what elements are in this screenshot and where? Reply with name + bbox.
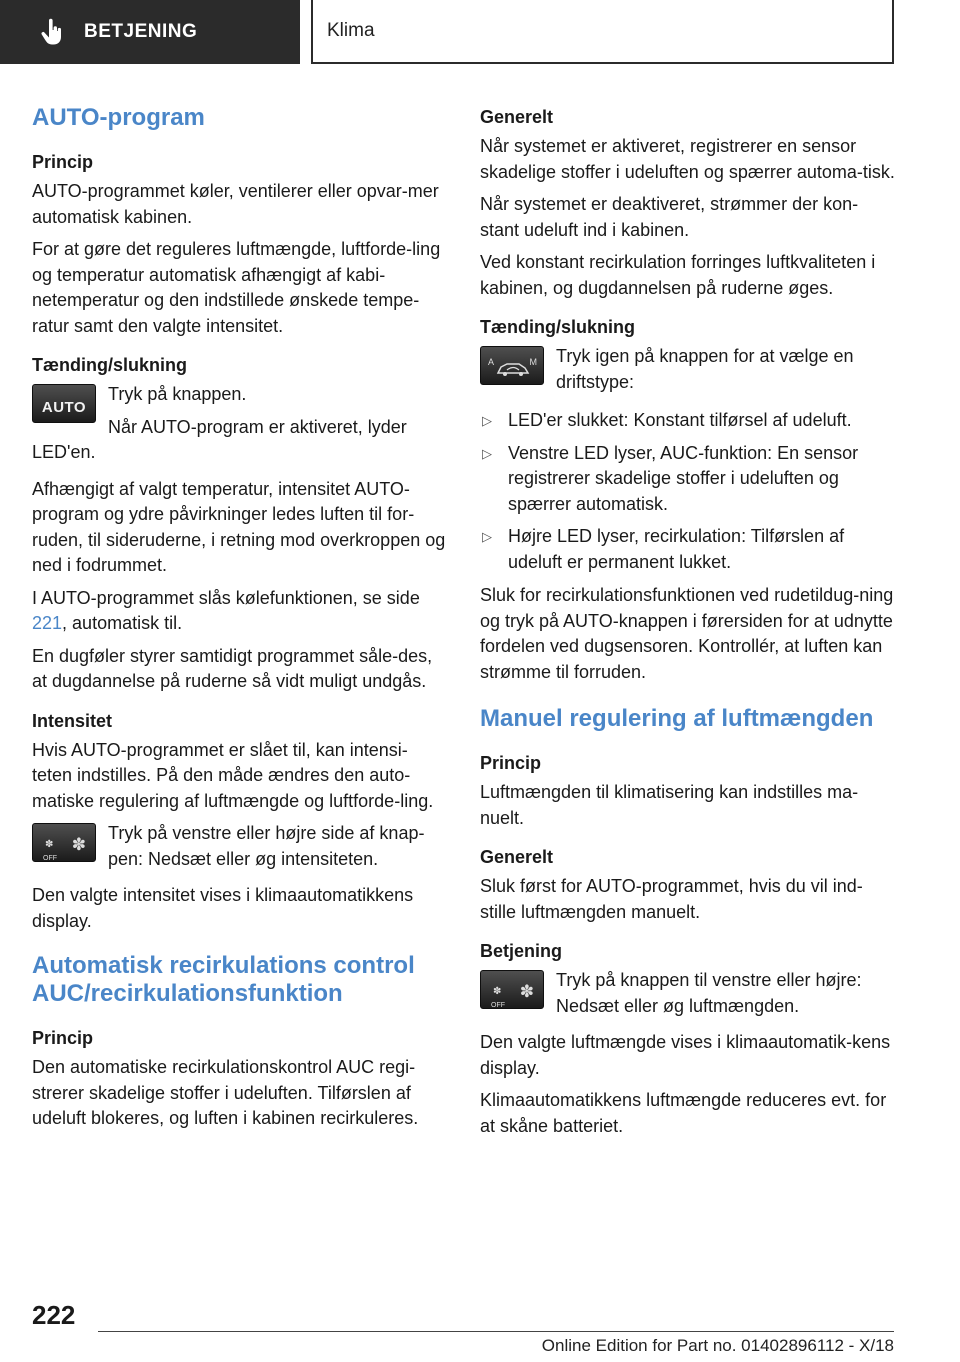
off-label: OFF xyxy=(43,855,57,862)
paragraph: Den valgte intensitet vises i klimaautomatikkens display. xyxy=(32,885,414,931)
recirculation-m-label: M xyxy=(529,357,537,367)
paragraph: Tryk igen på knappen for at vælge en driftstype: xyxy=(556,346,854,392)
subheading-taending: Tænding/slukning xyxy=(32,355,187,375)
operating-mode-list xyxy=(480,408,895,575)
fan-button-instruction xyxy=(32,821,447,879)
text-span: I AUTO-programmet slås kølefunktionen, se side xyxy=(32,587,420,608)
recirculation-button-instruction xyxy=(480,344,895,402)
paragraph: En dugføler styrer samtidigt programmet såle-des, at dugdannelse på ruderne så vidt muligt undgås. xyxy=(32,645,433,691)
section-tab xyxy=(0,0,300,64)
paragraph: Når AUTO-program er aktiveret, lyder LED'en. xyxy=(32,416,407,462)
list-item xyxy=(480,408,895,434)
subheading-princip: Princip xyxy=(32,152,94,172)
fan-icon: ✽ xyxy=(71,835,86,854)
triangle-right-icon: ▷ xyxy=(482,445,492,461)
heading-auto-program: AUTO-program xyxy=(32,104,205,131)
off-label: OFF xyxy=(491,1002,505,1009)
fan-icon: ✽ xyxy=(519,982,534,1001)
paragraph: Den automatiske recirkulationskontrol AUC regi-strerer skadelige stoffer i udeluften. Tilførslen af udeluft blokeres, og luften i kabinen recirkuleres. xyxy=(32,1057,419,1128)
recirculation-a-label: A xyxy=(488,357,495,367)
right-column xyxy=(480,100,895,1146)
paragraph: Tryk på knappen. xyxy=(108,384,247,404)
list-item xyxy=(480,524,895,575)
subheading-generelt: Generelt xyxy=(480,847,554,867)
footer-divider xyxy=(98,1331,894,1332)
subheading-intensitet: Intensitet xyxy=(32,710,113,731)
list-item-text: Venstre LED lyser, AUC-funktion: En sensor registrerer skadelige stoffer i udeluften og spærrer automatisk. xyxy=(508,442,859,514)
paragraph: Ved konstant recirkulation forringes luftkvaliteten i kabinen, og dugdannelsen på ruderne øges. xyxy=(480,252,876,298)
subheading-betjening: Betjening xyxy=(480,941,563,961)
car-recirculation-icon xyxy=(495,359,531,377)
page-header xyxy=(0,0,960,66)
hand-pointer-icon xyxy=(40,18,64,46)
list-item-text: LED'er slukket: Konstant tilførsel af udeluft. xyxy=(508,410,852,430)
paragraph: Luftmængden til klimatisering kan indstilles ma-nuelt. xyxy=(480,782,859,828)
subheading-taending: Tænding/slukning xyxy=(480,317,635,337)
fan-icon: ✽ xyxy=(493,986,502,997)
list-item-text: Højre LED lyser, recirkulation: Tilførslen af udeluft er permanent lukket. xyxy=(508,526,845,572)
paragraph: Den valgte luftmængde vises i klimaautomatik-kens display. xyxy=(480,1032,891,1078)
paragraph: Sluk først for AUTO-programmet, hvis du vil ind-stille luftmængden manuelt. xyxy=(480,876,863,922)
recirculation-button-image xyxy=(480,346,544,385)
left-column xyxy=(32,100,447,1139)
paragraph: Når systemet er aktiveret, registrerer en sensor skadelige stoffer i udeluften og spærrer automa-tisk. xyxy=(480,136,895,182)
subheading-princip: Princip xyxy=(32,1028,94,1048)
fan-button-instruction xyxy=(480,968,895,1026)
paragraph: Hvis AUTO-programmet er slået til, kan intensi-teten indstilles. På den måde ændres den auto-matiske regulering af luftmængde og luftforde-ling. xyxy=(32,739,434,811)
page-link[interactable]: 221 xyxy=(32,613,63,633)
footer-edition: Online Edition for Part no. 01402896112 - X/18 xyxy=(541,1336,894,1355)
paragraph: For at gøre det reguleres luftmængde, luftforde-ling og temperatur automatisk afhængigt af kabi-netemperatur og den indstillede ønskede tempe-ratur samt den valgte intensitet. xyxy=(32,239,441,336)
text-span: , automatisk til. xyxy=(62,613,183,633)
paragraph: Tryk på knappen til venstre eller højre: Nedsæt eller øg luftmængden. xyxy=(556,970,862,1016)
heading-manuel-regulering: Manuel regulering af luftmængden xyxy=(480,705,874,732)
section-title: BETJENING xyxy=(84,21,198,42)
paragraph: Når systemet er deaktiveret, strømmer der kon-stant udeluft ind i kabinen. xyxy=(480,194,859,240)
paragraph: AUTO-programmet køler, ventilerer eller opvar-mer automatisk kabinen. xyxy=(32,181,439,227)
subheading-princip: Princip xyxy=(480,753,542,773)
paragraph: Afhængigt af valgt temperatur, intensitet AUTO-program og ydre påvirkninger ledes luften til for-ruden, til sideruderne, i retning mod overkroppen og ned i fodrummet. xyxy=(32,478,446,575)
subheading-generelt: Generelt xyxy=(480,107,554,127)
fan-icon: ✽ xyxy=(45,839,54,850)
auto-button-label: AUTO xyxy=(41,399,87,416)
paragraph xyxy=(32,586,447,637)
fan-button-image xyxy=(480,970,544,1009)
paragraph: Klimaautomatikkens luftmængde reduceres evt. for at skåne batteriet. xyxy=(480,1090,887,1136)
triangle-right-icon: ▷ xyxy=(482,529,492,544)
triangle-right-icon: ▷ xyxy=(482,413,492,428)
paragraph: Sluk for recirkulationsfunktionen ved rudetildug-ning og tryk på AUTO-knappen i førersiden for at udnytte fordelen ved dugsensoren. Kontrollér, at luften kan strømme til forruden. xyxy=(480,585,894,682)
auto-button-image xyxy=(32,384,96,423)
fan-button-image xyxy=(32,823,96,862)
list-item xyxy=(480,441,895,518)
auto-button-instruction xyxy=(32,382,447,473)
heading-auc: Automatisk recirkulations control AUC/recirkulationsfunktion xyxy=(32,952,415,1007)
chapter-box xyxy=(311,0,894,64)
page-number: 222 xyxy=(32,1300,76,1330)
chapter-title: Klima xyxy=(327,20,375,41)
paragraph: Tryk på venstre eller højre side af knap-pen: Nedsæt eller øg intensiteten. xyxy=(108,823,425,869)
